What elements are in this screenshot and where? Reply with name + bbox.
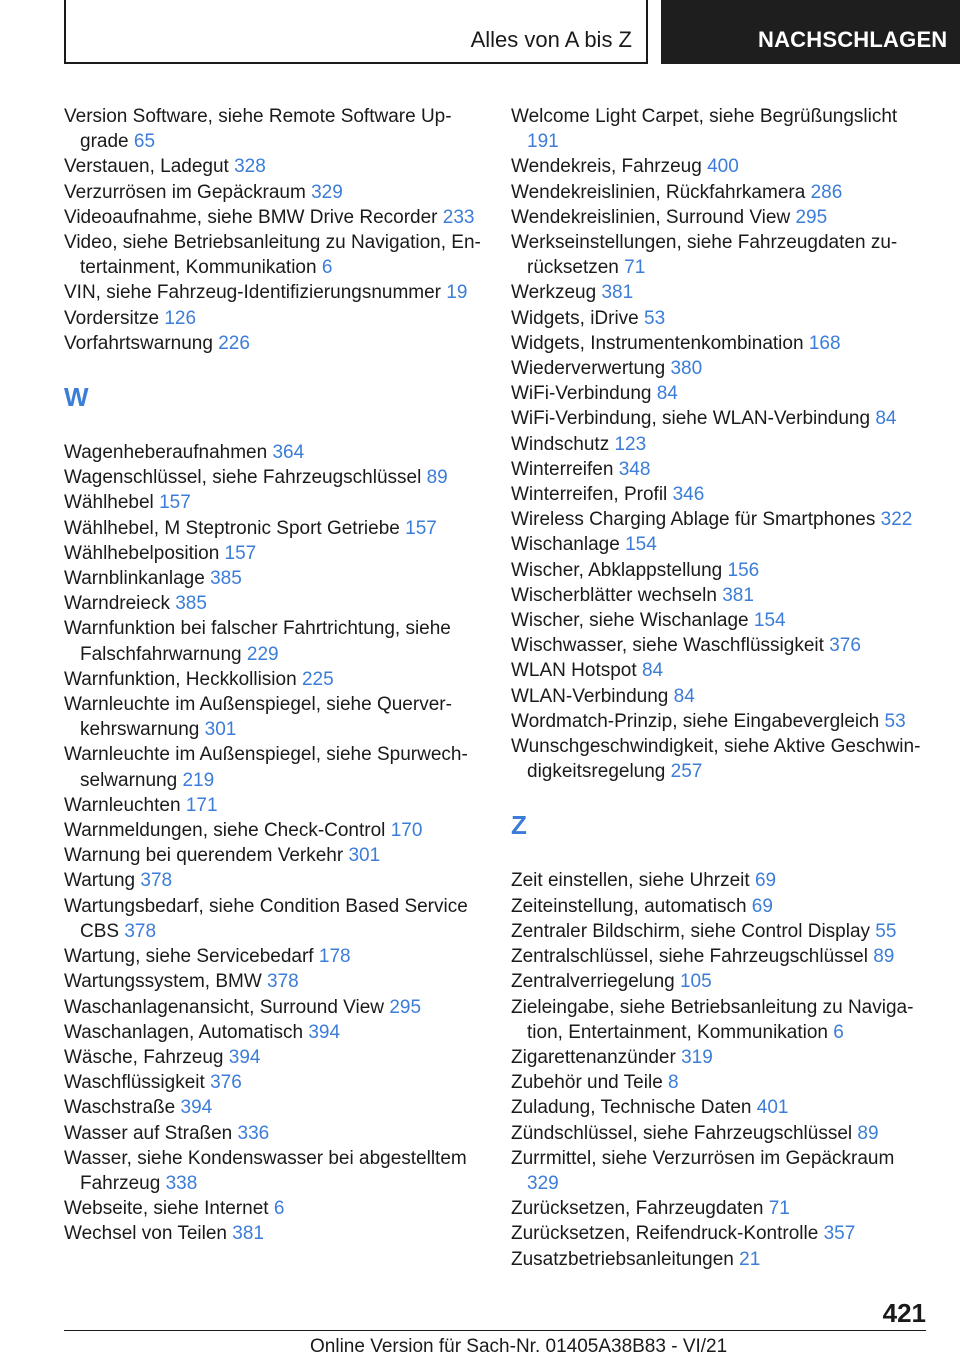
index-entry: [511, 995, 931, 1045]
index-entry-text: Zuladung, Technische Daten: [511, 1097, 752, 1119]
index-entry: [64, 1020, 484, 1045]
index-entry-text: Warnmeldungen, siehe Check-Control: [64, 820, 386, 842]
index-entry: [64, 969, 484, 994]
index-entry-text: Wordmatch-Prinzip, siehe Eingabevergleich: [511, 710, 880, 732]
index-entry-text: Zurrmittel, siehe Verzurrösen im Gepäckraum: [511, 1147, 895, 1169]
index-entry-text: Warnung bei querendem Verkehr: [64, 845, 344, 867]
index-entry: [64, 566, 484, 591]
page-number: 421: [882, 1298, 926, 1328]
page-link[interactable]: 178: [318, 946, 351, 968]
index-entry-text: Verstauen, Ladegut: [64, 156, 229, 178]
page-link[interactable]: 376: [829, 635, 861, 657]
index-entry: [64, 104, 484, 154]
index-entry-text: Zentraler Bildschirm, siehe Control Display: [511, 920, 871, 942]
page-link[interactable]: 71: [768, 1198, 790, 1220]
index-entry: [64, 465, 484, 490]
index-entry: [511, 709, 931, 734]
index-entry-text: WiFi-Verbindung: [511, 383, 652, 405]
index-entry-text: Widgets, Instrumentenkombination: [511, 332, 804, 354]
page-link[interactable]: 394: [228, 1046, 261, 1068]
index-entry-text: Wählhebelposition: [64, 542, 220, 564]
page-link[interactable]: 378: [140, 870, 173, 892]
page-link[interactable]: 348: [618, 458, 651, 480]
index-column-left: [64, 104, 484, 1247]
page-link[interactable]: 157: [405, 517, 437, 539]
index-entry: [64, 818, 484, 843]
index-entry: [64, 742, 484, 792]
index-entry: [64, 1146, 484, 1196]
page-link[interactable]: 69: [751, 895, 773, 917]
index-entry-text: Werkzeug: [511, 282, 597, 304]
page-link[interactable]: 329: [527, 1172, 559, 1194]
index-entry: [511, 1095, 931, 1120]
index-entry-text: WiFi-Verbindung, siehe WLAN-Verbindung: [511, 408, 871, 430]
page-link[interactable]: 225: [301, 668, 334, 690]
page-link[interactable]: 295: [389, 996, 422, 1018]
index-entry: [64, 692, 484, 742]
index-entry-text: Wagenschlüssel, siehe Fahrzeugschlüssel: [64, 467, 422, 489]
page-link[interactable]: 380: [670, 358, 703, 380]
index-entry-text: Wiederverwertung: [511, 358, 666, 380]
page-link[interactable]: 156: [727, 559, 760, 581]
page-link[interactable]: 157: [159, 492, 191, 514]
page-link[interactable]: 84: [656, 383, 678, 405]
index-entry-text: Wischer, Abklappstellung: [511, 559, 723, 581]
index-entry: [64, 180, 484, 205]
index-group-w: [64, 440, 484, 1247]
index-entry-text: Widgets, iDrive: [511, 307, 639, 329]
index-entry: [511, 608, 931, 633]
index-entry: [64, 667, 484, 692]
index-entry-text: Wagenheberaufnahmen: [64, 442, 268, 464]
page-link[interactable]: 376: [210, 1072, 242, 1094]
page-link[interactable]: 229: [246, 643, 279, 665]
index-entry-text: Wasser, siehe Kondenswasser bei abgestelltem Fahrzeug: [64, 1147, 467, 1194]
index-entry-text: Video, siehe Betriebsanleitung zu Navigation, Entertainment, Kommunikation: [64, 232, 481, 279]
page-link[interactable]: 154: [753, 610, 786, 632]
page-link[interactable]: 364: [272, 442, 305, 464]
index-entry: [511, 482, 931, 507]
index-entry: [64, 331, 484, 356]
index-group-w-continued: [511, 104, 931, 784]
index-entry-text: Wartungsbedarf, siehe Condition Based Service CBS: [64, 895, 468, 942]
index-entry-text: Webseite, siehe Internet: [64, 1198, 269, 1220]
index-entry-text: Zentralverriegelung: [511, 971, 675, 993]
page-link[interactable]: 378: [124, 920, 157, 942]
page-link[interactable]: 319: [681, 1046, 713, 1068]
index-entry-text: Warnfunktion bei falscher Fahrtrichtung, siehe Falschfahrwarnung: [64, 618, 451, 665]
page-link[interactable]: 126: [164, 307, 197, 329]
page-link[interactable]: 381: [232, 1223, 264, 1245]
index-group-z: [511, 868, 931, 1271]
index-entry-text: Windschutz: [511, 433, 610, 455]
footer-text: Online Version für Sach-Nr. 01405A38B83 - VI/21: [310, 1336, 728, 1357]
index-entry: [511, 1045, 931, 1070]
index-entry: [511, 583, 931, 608]
section-tab: [661, 0, 960, 64]
index-entry: [511, 432, 931, 457]
index-entry: [64, 306, 484, 331]
index-letter-heading: Z: [511, 810, 527, 841]
page-link[interactable]: 346: [672, 484, 705, 506]
page-link[interactable]: 21: [739, 1248, 761, 1270]
index-entry: [511, 684, 931, 709]
index-entry: [511, 558, 931, 583]
page-link[interactable]: 19: [446, 282, 468, 304]
page-link[interactable]: 286: [810, 181, 843, 203]
index-entry-text: Wunschgeschwindigkeit, siehe Aktive Geschwindigkeitsregelung: [511, 736, 921, 783]
index-entry: [511, 180, 931, 205]
index-entry: [64, 1221, 484, 1246]
index-entry: [511, 356, 931, 381]
header-title-box: [64, 0, 648, 64]
index-entry-text: Vordersitze: [64, 307, 160, 329]
index-entry-text: Zieleingabe, siehe Betriebsanleitung zu Navigation, Entertainment, Kommunikation: [511, 996, 914, 1043]
index-entry: [64, 1121, 484, 1146]
index-entry-text: Wartungssystem, BMW: [64, 971, 262, 993]
page-link[interactable]: 71: [624, 257, 646, 279]
index-entry-text: Videoaufnahme, siehe BMW Drive Recorder: [64, 206, 438, 228]
index-entry: [64, 154, 484, 179]
page-link[interactable]: 171: [185, 794, 218, 816]
page-link[interactable]: 191: [527, 131, 559, 153]
index-letter-heading: W: [64, 382, 89, 413]
index-entry: [511, 1247, 931, 1272]
index-entry: [64, 894, 484, 944]
index-entry-text: Zigarettenanzünder: [511, 1046, 676, 1068]
page-link[interactable]: 170: [390, 820, 423, 842]
page-link[interactable]: 105: [679, 971, 712, 993]
index-entry-text: Welcome Light Carpet, siehe Begrüßungslicht: [511, 106, 898, 127]
page-link[interactable]: 301: [348, 845, 381, 867]
index-entry: [64, 995, 484, 1020]
index-entry: [64, 868, 484, 893]
index-entry: [64, 541, 484, 566]
index-entry-text: Wasser auf Straßen: [64, 1122, 233, 1144]
index-entry-text: Zentralschlüssel, siehe Fahrzeugschlüssel: [511, 946, 868, 968]
index-entry: [511, 306, 931, 331]
index-entry: [511, 205, 931, 230]
index-entry-text: Wendekreis, Fahrzeug: [511, 156, 702, 178]
page-link[interactable]: 6: [273, 1198, 285, 1220]
index-entry-text: Wischerblätter wechseln: [511, 584, 717, 606]
index-entry-text: Waschflüssigkeit: [64, 1072, 205, 1094]
index-entry-text: Wischer, siehe Wischanlage: [511, 610, 749, 632]
index-entry: [64, 280, 484, 305]
index-entry-text: Version Software, siehe Remote Software Upgrade: [64, 106, 452, 153]
index-entry-text: Zündschlüssel, siehe Fahrzeugschlüssel: [511, 1122, 853, 1144]
index-entry-text: Wählhebel: [64, 492, 154, 514]
footer-divider: [64, 1330, 926, 1331]
index-entry-text: Warnleuchte im Außenspiegel, siehe Spurwechselwarnung: [64, 744, 468, 791]
page-link[interactable]: 381: [722, 584, 754, 606]
page-link[interactable]: 157: [224, 542, 257, 564]
page-link[interactable]: 69: [754, 870, 777, 892]
index-entry: [64, 591, 484, 616]
page-link[interactable]: 89: [857, 1122, 879, 1144]
index-entry: [64, 616, 484, 666]
index-entry: [64, 1045, 484, 1070]
index-entry: [511, 919, 931, 944]
index-entry-text: Winterreifen, Profil: [511, 484, 668, 506]
index-entry-text: Wählhebel, M Steptronic Sport Getriebe: [64, 517, 400, 539]
index-entry-text: Waschanlagen, Automatisch: [64, 1021, 304, 1043]
page-link[interactable]: 6: [321, 257, 333, 279]
page-link[interactable]: 385: [210, 568, 242, 590]
index-entry-text: Zusatzbetriebsanleitungen: [511, 1248, 734, 1270]
index-entry: [64, 843, 484, 868]
index-entry-text: Vorfahrtswarnung: [64, 332, 213, 354]
index-entry-text: Zubehör und Teile: [511, 1072, 663, 1094]
page-link[interactable]: 378: [267, 971, 299, 993]
index-entry: [64, 1196, 484, 1221]
index-entry-text: Warnleuchten: [64, 794, 181, 816]
index-entry: [64, 1095, 484, 1120]
index-entry-text: Wechsel von Teilen: [64, 1223, 228, 1245]
index-entry-text: WLAN-Verbindung: [511, 685, 669, 707]
index-entry: [511, 457, 931, 482]
index-entry-text: Wendekreislinien, Rückfahrkamera: [511, 181, 806, 203]
index-entry: [511, 1196, 931, 1221]
index-entry-text: Warndreieck: [64, 593, 170, 615]
index-entry-text: Wendekreislinien, Surround View: [511, 206, 791, 228]
page-link[interactable]: 55: [875, 920, 897, 942]
index-entry: [511, 1121, 931, 1146]
index-entry: [511, 969, 931, 994]
index-entry: [64, 440, 484, 465]
page-link[interactable]: 336: [237, 1122, 270, 1144]
index-entry-text: VIN, siehe Fahrzeug-Identifizierungsnummer: [64, 282, 442, 304]
page-link[interactable]: 89: [873, 946, 895, 968]
index-entry-text: Winterreifen: [511, 458, 614, 480]
index-entry-text: Zurücksetzen, Reifendruck-Kontrolle: [511, 1223, 819, 1245]
index-entry: [511, 104, 931, 154]
index-entry: [511, 944, 931, 969]
page-link[interactable]: 226: [218, 332, 250, 354]
index-entry: [511, 658, 931, 683]
index-entry: [64, 516, 484, 541]
index-entry-text: Wischanlage: [511, 534, 620, 556]
index-entry: [511, 230, 931, 280]
page-link[interactable]: 53: [884, 710, 906, 732]
page-link[interactable]: 123: [614, 433, 647, 455]
page-link[interactable]: 322: [880, 509, 913, 531]
index-entry: [64, 1070, 484, 1095]
index-entry-text: Waschanlagenansicht, Surround View: [64, 996, 385, 1018]
page-link[interactable]: 401: [756, 1097, 789, 1119]
index-entry-text: WLAN Hotspot: [511, 660, 637, 682]
index-entry-text: Verzurrösen im Gepäckraum: [64, 181, 306, 203]
page-link[interactable]: 381: [601, 282, 634, 304]
index-entry-text: Wartung: [64, 870, 136, 892]
page-link[interactable]: 328: [234, 156, 266, 178]
index-entry: [64, 490, 484, 515]
page-link[interactable]: 84: [875, 408, 897, 430]
index-entry: [511, 507, 931, 532]
index-entry: [64, 230, 484, 280]
index-entry: [511, 381, 931, 406]
page-link[interactable]: 357: [823, 1223, 856, 1245]
index-entry: [511, 894, 931, 919]
index-entry-text: Warnblinkanlage: [64, 568, 205, 590]
page-link[interactable]: 385: [175, 593, 207, 615]
index-entry: [64, 944, 484, 969]
index-entry-text: Zeit einstellen, siehe Uhrzeit: [511, 870, 750, 892]
index-entry: [511, 868, 931, 893]
index-entry-text: Waschstraße: [64, 1097, 176, 1119]
index-entry: [511, 154, 931, 179]
index-entry: [64, 793, 484, 818]
index-group-v: [64, 104, 484, 356]
page-link[interactable]: 329: [311, 181, 343, 203]
index-entry: [511, 406, 931, 431]
header-title: Alles von A bis Z: [470, 27, 632, 52]
page-link[interactable]: 394: [308, 1021, 341, 1043]
index-entry-text: Wireless Charging Ablage für Smartphones: [511, 509, 876, 531]
index-entry-text: Wäsche, Fahrzeug: [64, 1046, 224, 1068]
page-link[interactable]: 89: [426, 467, 448, 489]
page-link[interactable]: 84: [641, 660, 664, 682]
page-link[interactable]: 219: [182, 769, 215, 791]
index-entry: [511, 280, 931, 305]
section-label: NACHSCHLAGEN: [758, 27, 948, 52]
page-link[interactable]: 400: [707, 156, 739, 178]
page-link[interactable]: 154: [625, 534, 657, 556]
index-entry-text: Zeiteinstellung, automatisch: [511, 895, 747, 917]
index-entry: [511, 532, 931, 557]
page-link[interactable]: 257: [670, 761, 703, 783]
index-entry: [511, 1146, 931, 1196]
page-link[interactable]: 84: [673, 685, 695, 707]
index-entry-text: Warnfunktion, Heckkollision: [64, 668, 297, 690]
page-link[interactable]: 53: [644, 307, 666, 329]
page-link[interactable]: 6: [833, 1021, 844, 1043]
index-entry-text: Werkseinstellungen, siehe Fahrzeugdaten zurücksetzen: [511, 232, 898, 279]
index-entry: [64, 205, 484, 230]
page-link[interactable]: 338: [165, 1172, 198, 1194]
page-link[interactable]: 233: [442, 206, 475, 228]
index-entry-text: Zurücksetzen, Fahrzeugdaten: [511, 1198, 764, 1220]
index-entry: [511, 331, 931, 356]
index-entry: [511, 633, 931, 658]
index-entry: [511, 1221, 931, 1246]
index-entry: [511, 1070, 931, 1095]
page-link[interactable]: 394: [180, 1097, 213, 1119]
page-link[interactable]: 65: [133, 131, 156, 153]
index-column-right: [511, 104, 931, 1272]
index-entry: [511, 734, 931, 784]
page-link[interactable]: 295: [795, 206, 828, 228]
page-link[interactable]: 168: [808, 332, 841, 354]
page-link[interactable]: 8: [668, 1072, 679, 1094]
index-entry-text: Wartung, siehe Servicebedarf: [64, 946, 314, 968]
index-entry-text: Warnleuchte im Außenspiegel, siehe Querverkehrswarnung: [64, 694, 452, 741]
index-entry-text: Wischwasser, siehe Waschflüssigkeit: [511, 635, 824, 657]
page-link[interactable]: 301: [204, 719, 237, 741]
